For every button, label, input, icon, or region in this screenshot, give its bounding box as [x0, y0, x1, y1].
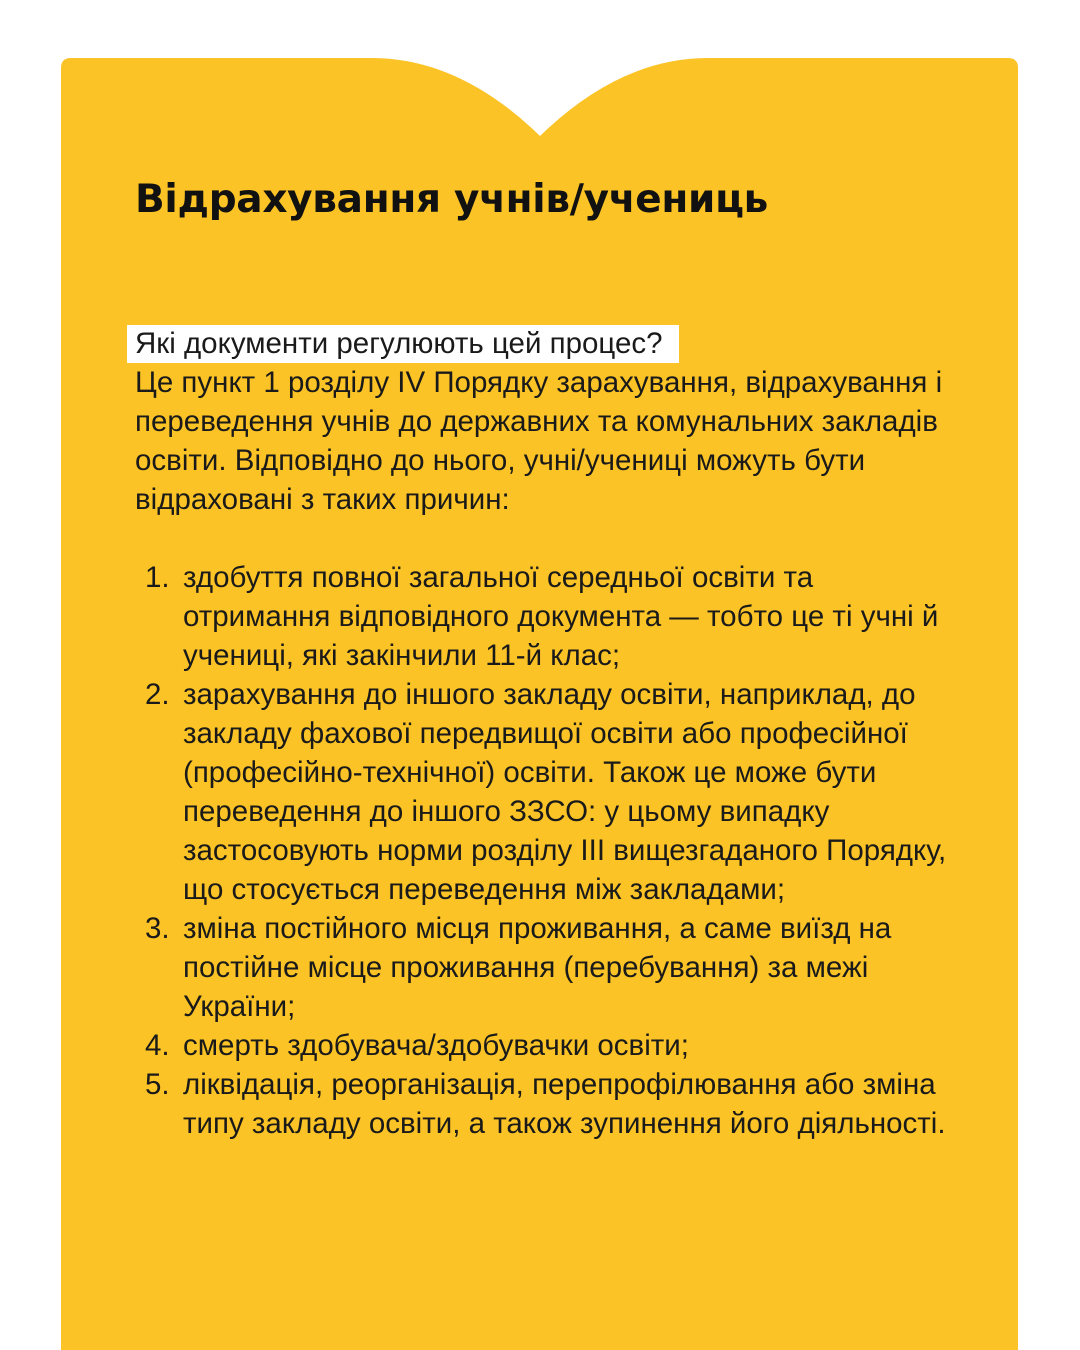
list-item-text: здобуття повної загальної середньої освіти та отримання відповідного документа — тобто це ті учні й учениці, які закінчили 11-й клас;	[183, 561, 939, 672]
list-item-number: 5.	[145, 1068, 170, 1101]
reasons-list	[135, 558, 955, 1143]
question-highlight: Які документи регулюють цей процес?	[127, 325, 679, 363]
list-item-number: 4.	[145, 1029, 170, 1062]
list-item-number: 3.	[145, 912, 170, 945]
list-item	[135, 558, 955, 675]
list-item-number: 2.	[145, 678, 170, 711]
list-item	[135, 909, 955, 1026]
page-title: Відрахування учнів/учениць	[135, 177, 769, 222]
list-item	[135, 675, 955, 909]
intro-paragraph: Це пункт 1 розділу IV Порядку зарахування, відрахування і переведення учнів до державних та комунальних закладів освіти. Відповідно до нього, учні/учениці можуть бути відраховані з таких причин:	[135, 366, 943, 516]
list-item-text: зарахування до іншого закладу освіти, наприклад, до закладу фахової передвищої освіти або професійної (професійно-технічної) освіти. Також це може бути переведення до іншого ЗЗСО: у цьому випадку застосовують норми розділу III вищезгаданого Порядку, що стосується переведення між закладами;	[183, 678, 947, 906]
list-item	[135, 1065, 955, 1143]
list-item-text: смерть здобувача/здобувачки освіти;	[183, 1029, 689, 1062]
article-body	[135, 324, 955, 1143]
list-item-text: зміна постійного місця проживання, а саме виїзд на постійне місце проживання (перебування) за межі України;	[183, 912, 892, 1023]
list-item	[135, 1026, 955, 1065]
list-item-text: ліквідація, реорганізація, перепрофілювання або зміна типу закладу освіти, а також зупинення його діяльності.	[183, 1068, 946, 1140]
list-item-number: 1.	[145, 561, 170, 594]
